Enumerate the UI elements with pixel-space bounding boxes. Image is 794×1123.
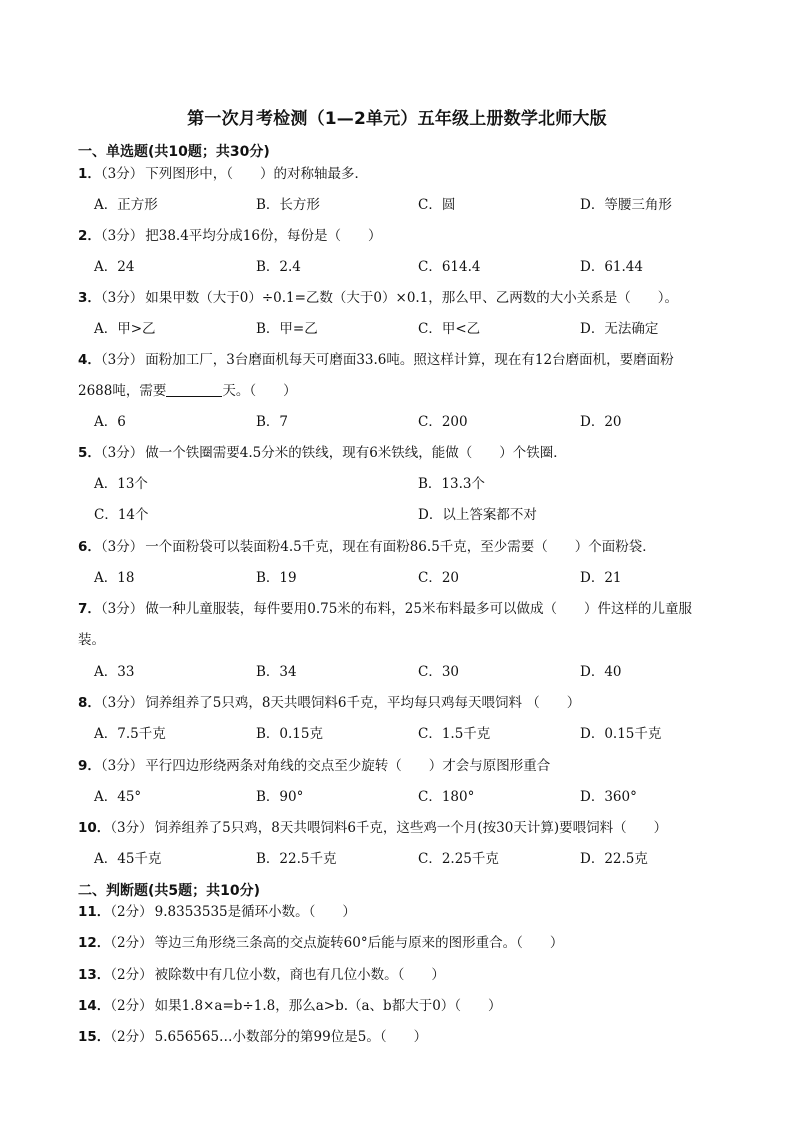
question-4-options [94, 407, 744, 438]
option-b[interactable]: B．2.4 [256, 259, 301, 275]
question-10 [78, 813, 738, 844]
question-points: （3分） [100, 695, 144, 711]
question-text: 做一种儿童服装，每件要用0.75米的布料，25米布料最多可以做成（ ）件这样的儿童服 [145, 601, 692, 617]
question-text: 做一个铁圈需要4.5分米的铁线，现有6米铁线，能做（ ）个铁圈． [145, 445, 567, 461]
question-9 [78, 751, 738, 782]
question-14 [78, 991, 738, 1022]
option-b[interactable]: B．0.15克 [256, 726, 323, 742]
option-a[interactable]: A．13个 [94, 476, 148, 492]
question-number: 9． [78, 758, 101, 774]
option-c[interactable]: C．2.25千克 [418, 851, 499, 867]
exam-title: 第一次月考检测（1—2单元）五年级上册数学北师大版 [187, 109, 607, 129]
question-number: 10． [78, 820, 111, 836]
question-number: 13． [78, 967, 111, 983]
option-d[interactable]: D．0.15千克 [580, 726, 662, 742]
option-d[interactable]: D．无法确定 [580, 321, 659, 337]
option-c[interactable]: C．180° [418, 789, 475, 805]
question-points: （2分） [110, 998, 153, 1014]
question-8-options [94, 719, 744, 750]
question-points: （3分） [100, 352, 144, 368]
question-1-options [94, 190, 744, 221]
question-number: 7． [78, 601, 101, 617]
option-d[interactable]: D．21 [580, 570, 622, 586]
option-c[interactable]: C．30 [418, 664, 460, 680]
option-d[interactable]: D．以上答案都不对 [418, 507, 537, 523]
question-3-options [94, 314, 744, 345]
option-b[interactable]: B．90° [256, 789, 304, 805]
option-d[interactable]: D．61.44 [580, 259, 643, 275]
question-6-options [94, 563, 744, 594]
question-points: （3分） [100, 539, 144, 555]
option-d[interactable]: D．22.5克 [580, 851, 648, 867]
question-7 [78, 594, 738, 625]
option-a[interactable]: A．6 [94, 414, 126, 430]
question-number: 11． [78, 904, 111, 920]
question-points: （2分） [110, 967, 153, 983]
question-number: 15． [78, 1029, 111, 1045]
option-c[interactable]: C．614.4 [418, 259, 481, 275]
option-d[interactable]: D．40 [580, 664, 622, 680]
question-3 [78, 283, 738, 314]
question-6 [78, 532, 738, 563]
option-b[interactable]: B．长方形 [256, 197, 320, 213]
option-a[interactable]: A．24 [94, 259, 135, 275]
question-2-options [94, 252, 744, 283]
question-points: （3分） [100, 290, 144, 306]
question-number: 12． [78, 935, 111, 951]
question-number: 14． [78, 998, 111, 1014]
section-heading-true-false: 二、判断题(共5题；共10分) [78, 883, 261, 899]
question-text-continued: 天。（ ） [222, 383, 297, 399]
question-text: 面粉加工厂，3台磨面机每天可磨面33.6吨。照这样计算，现在有12台磨面机，要磨面粉 [145, 352, 674, 368]
question-number: 2． [78, 228, 101, 244]
question-10-options [94, 844, 744, 875]
option-a[interactable]: A．正方形 [94, 197, 158, 213]
option-a[interactable]: A．甲>乙 [94, 321, 156, 337]
question-text: 9.8353535是循环小数。（ ） [154, 904, 356, 920]
question-text: 被除数中有几位小数，商也有几位小数。（ ） [154, 967, 445, 983]
question-number: 5． [78, 445, 101, 461]
question-points: （3分） [100, 166, 144, 182]
question-text: 饲养组养了5只鸡，8天共喂饲料6千克，平均每只鸡每天喂饲料 （ ） [145, 695, 581, 711]
option-b[interactable]: B．34 [256, 664, 297, 680]
question-1 [78, 159, 738, 190]
question-text: 等边三角形绕三条高的交点旋转60°后能与原来的图形重合。（ ） [154, 935, 564, 951]
option-c[interactable]: C．20 [418, 570, 460, 586]
option-c[interactable]: C．圆 [418, 197, 456, 213]
option-a[interactable]: A．18 [94, 570, 135, 586]
question-points: （3分） [100, 601, 144, 617]
question-points: （3分） [100, 758, 144, 774]
question-text: 如果1.8×a=b÷1.8，那么a>b.（a、b都大于0）（ ） [154, 998, 502, 1014]
option-c[interactable]: C．200 [418, 414, 468, 430]
question-text: 下列图形中，（ ）的对称轴最多． [145, 166, 368, 182]
question-5-options-row-2 [94, 500, 744, 531]
option-a[interactable]: A．45千克 [94, 851, 162, 867]
question-4-line-2 [78, 376, 738, 407]
section-heading-single-choice: 一、单选题(共10题；共30分) [78, 144, 270, 160]
question-points: （3分） [100, 445, 144, 461]
question-points: （2分） [110, 935, 153, 951]
question-text: 饲养组养了5只鸡，8天共喂饲料6千克，这些鸡一个月(按30天计算)要喂饲料（ ） [154, 820, 668, 836]
question-points: （2分） [110, 904, 153, 920]
question-text-continued: 装。 [78, 632, 105, 648]
question-15 [78, 1022, 738, 1053]
option-a[interactable]: A．33 [94, 664, 135, 680]
option-b[interactable]: B．19 [256, 570, 297, 586]
question-text: 一个面粉袋可以装面粉4.5千克，现在有面粉86.5千克，至少需要（ ）个面粉袋． [145, 539, 656, 555]
option-d[interactable]: D．20 [580, 414, 622, 430]
question-text: 把38.4平均分成16份，每份是（ ） [145, 228, 382, 244]
question-13 [78, 960, 738, 991]
option-b[interactable]: B．7 [256, 414, 289, 430]
answer-blank[interactable] [166, 382, 222, 397]
option-d[interactable]: D．等腰三角形 [580, 197, 672, 213]
option-c[interactable]: C．甲<乙 [418, 321, 481, 337]
question-2 [78, 221, 738, 252]
question-number: 3． [78, 290, 101, 306]
question-text: 如果甲数（大于0）÷0.1=乙数（大于0）×0.1，那么甲、乙两数的大小关系是（ ）。 [145, 290, 679, 306]
question-7-line-2 [78, 625, 738, 656]
question-points: （2分） [110, 1029, 153, 1045]
question-points: （3分） [100, 228, 144, 244]
question-9-options [94, 782, 744, 813]
question-4 [78, 345, 738, 376]
question-text: 平行四边形绕两条对角线的交点至少旋转（ ）才会与原图形重合 [145, 758, 551, 774]
question-11 [78, 897, 738, 928]
question-5-options-row-1 [94, 469, 744, 500]
question-5 [78, 438, 738, 469]
question-text: 5.656565…小数部分的第99位是5。（ ） [154, 1029, 428, 1045]
question-number: 1． [78, 166, 101, 182]
question-number: 6． [78, 539, 101, 555]
option-a[interactable]: A．7.5千克 [94, 726, 166, 742]
option-b[interactable]: B．甲=乙 [256, 321, 318, 337]
option-a[interactable]: A．45° [94, 789, 142, 805]
question-number: 4． [78, 352, 101, 368]
option-d[interactable]: D．360° [580, 789, 637, 805]
question-8 [78, 688, 738, 719]
option-c[interactable]: C．1.5千克 [418, 726, 491, 742]
question-7-options [94, 657, 744, 688]
question-number: 8． [78, 695, 101, 711]
question-text-continued: 2688吨，需要 [78, 383, 167, 399]
question-points: （3分） [110, 820, 153, 836]
option-b[interactable]: B．22.5千克 [256, 851, 337, 867]
option-b[interactable]: B．13.3个 [418, 476, 485, 492]
option-c[interactable]: C．14个 [94, 507, 149, 523]
question-12 [78, 928, 738, 959]
